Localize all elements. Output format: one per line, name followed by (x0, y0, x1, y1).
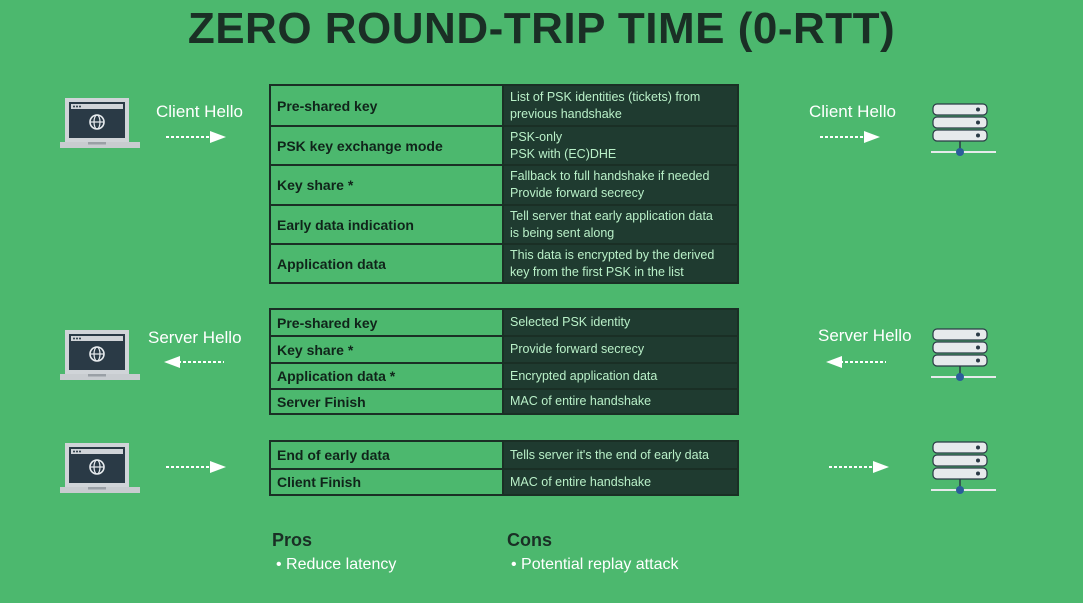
desc-line: MAC of entire handshake (510, 394, 652, 408)
field-name: Early data indication (271, 206, 504, 243)
field-description (504, 390, 737, 413)
field-name: Application data (271, 245, 504, 282)
desc-line: List of PSK identities (tickets) from (510, 89, 701, 104)
pros-heading: Pros (272, 530, 313, 550)
field-name: Key share * (271, 337, 504, 362)
field-name: Key share * (271, 166, 504, 204)
server-rack-icon (928, 100, 998, 158)
desc-line: This data is encrypted by the derived (510, 247, 715, 262)
field-name: Pre-shared key (271, 310, 504, 335)
client-hello-right-label: Client Hello (809, 102, 896, 121)
server-hello-left-label: Server Hello (148, 328, 242, 347)
table-row (271, 86, 737, 127)
cons-item: • Potential replay attack (511, 556, 679, 573)
field-name: Pre-shared key (271, 86, 504, 125)
dashed-arrow-right-icon (166, 460, 228, 474)
field-description (504, 442, 737, 468)
desc-line: previous handshake (510, 106, 622, 121)
field-name: Application data * (271, 364, 504, 388)
desc-line: PSK-only (510, 129, 563, 144)
client-laptop-icon (60, 441, 142, 497)
field-name: End of early data (271, 442, 504, 468)
desc-line: key from the first PSK in the list (510, 264, 684, 279)
desc-line: Provide forward secrecy (510, 186, 645, 200)
table-row (271, 390, 737, 413)
pros-item-text: Reduce latency (286, 556, 397, 573)
page-title: ZERO ROUND-TRIP TIME (0-RTT) (187, 4, 896, 53)
cons-heading: Cons (507, 530, 552, 550)
desc-line: Tell server that early application data (510, 208, 713, 223)
desc-line: PSK with (EC)DHE (510, 146, 617, 161)
table-row (271, 245, 737, 282)
dashed-arrow-right-icon (166, 130, 228, 144)
table-row (271, 206, 737, 245)
field-description (504, 245, 737, 282)
table-row (271, 442, 737, 470)
table-row (271, 127, 737, 166)
desc-line: MAC of entire handshake (510, 474, 652, 489)
client-hello-left-label: Client Hello (156, 102, 243, 121)
field-description (504, 364, 737, 388)
field-description (504, 127, 737, 164)
server-hello-table (269, 308, 739, 415)
desc-line: is being sent along (510, 225, 615, 240)
desc-line: Provide forward secrecy (510, 342, 645, 356)
field-description (504, 206, 737, 243)
desc-line: Tells server it's the end of early data (510, 447, 710, 462)
table-row (271, 364, 737, 390)
dashed-arrow-left-icon (826, 355, 888, 369)
field-description (504, 470, 737, 494)
field-description (504, 310, 737, 335)
pros-item: • Reduce latency (276, 556, 397, 573)
server-rack-icon (928, 325, 998, 383)
field-name: PSK key exchange mode (271, 127, 504, 164)
desc-line: Selected PSK identity (510, 315, 631, 329)
table-row (271, 166, 737, 206)
cons-item-text: Potential replay attack (521, 556, 679, 573)
dashed-arrow-right-icon (829, 460, 891, 474)
desc-line: Fallback to full handshake if needed (510, 169, 710, 183)
field-description (504, 337, 737, 362)
server-hello-right-label: Server Hello (818, 326, 912, 345)
desc-line: Encrypted application data (510, 368, 658, 383)
field-name: Client Finish (271, 470, 504, 494)
table-row (271, 310, 737, 337)
server-rack-icon (928, 438, 998, 496)
field-description (504, 166, 737, 204)
client-hello-table (269, 84, 739, 284)
client-laptop-icon (60, 328, 142, 384)
client-finish-table (269, 440, 739, 496)
table-row (271, 470, 737, 494)
dashed-arrow-left-icon (164, 355, 226, 369)
table-row (271, 337, 737, 364)
client-laptop-icon (60, 96, 142, 152)
dashed-arrow-right-icon (820, 130, 882, 144)
field-description (504, 86, 737, 125)
field-name: Server Finish (271, 390, 504, 413)
